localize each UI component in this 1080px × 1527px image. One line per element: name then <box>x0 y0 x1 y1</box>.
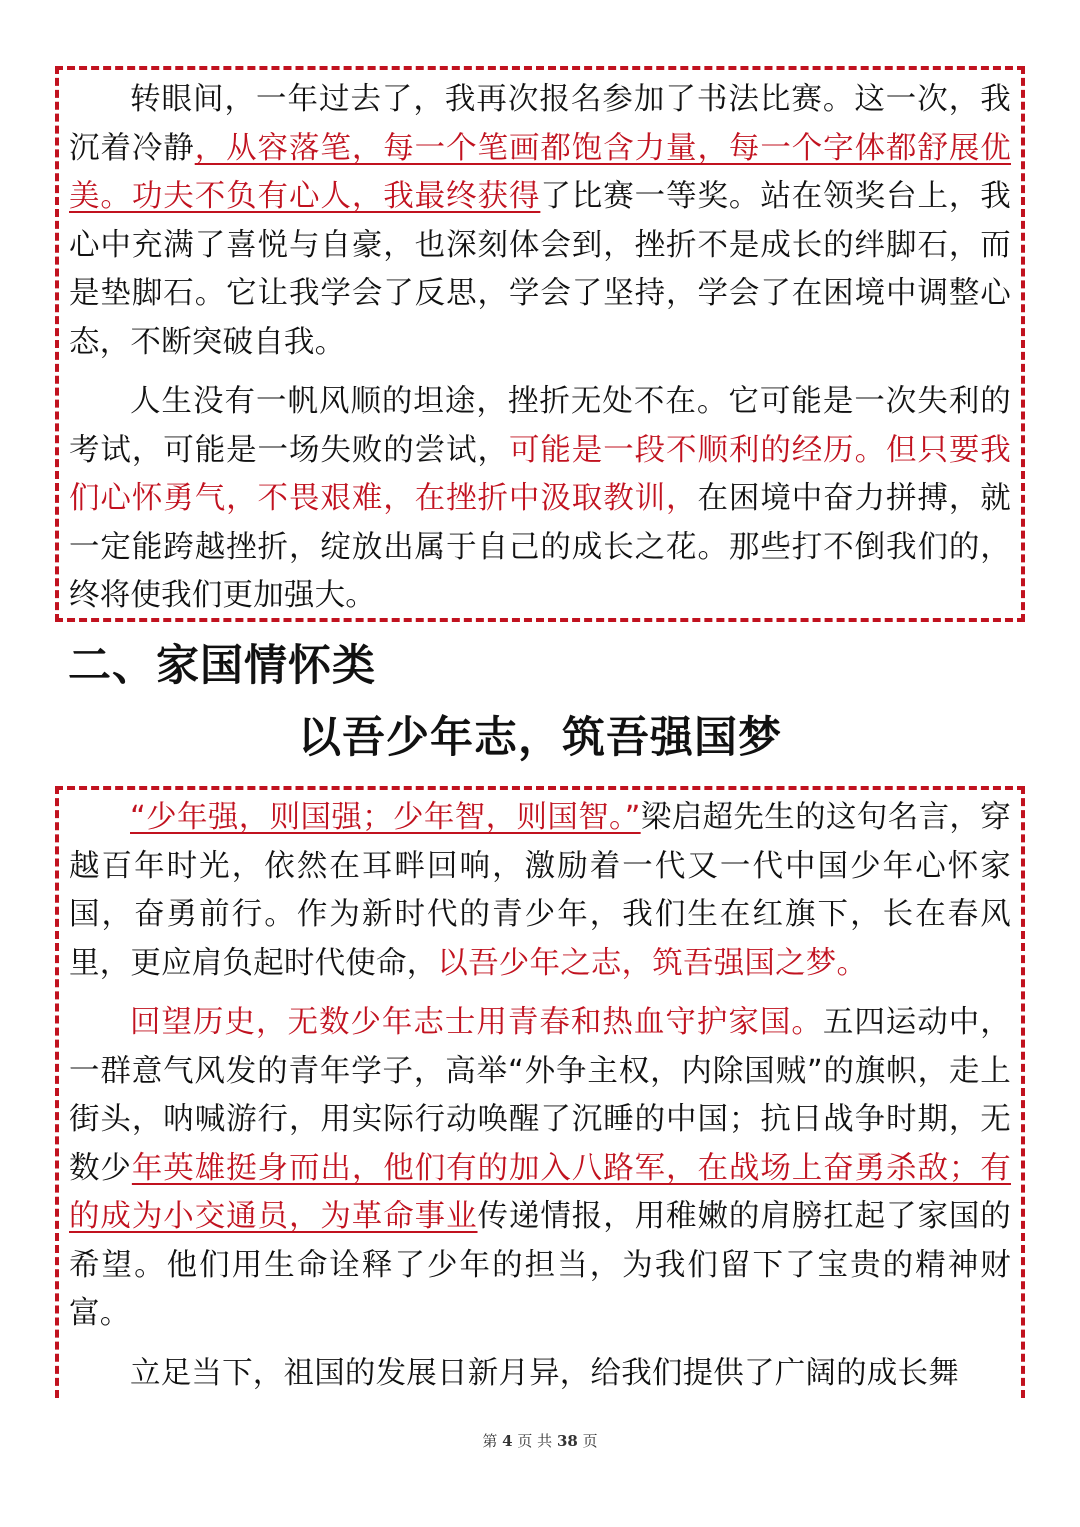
footer-middle: 页 共 <box>517 1432 553 1450</box>
highlighted-text: 回望历史，无数少年志士用青春和热血守护家国。 <box>130 1005 823 1040</box>
text-run: 了比赛一等奖。站在领奖台上，我心中充满了喜悦与自豪，也深刻体会到，挫折不是成长的绊脚石，而是垫脚石。它让我学会了反思，学会了坚持，学会了在困境中调整心态，不断突破自我。 <box>69 179 1012 360</box>
highlighted-text: 以吾少年之志，筑吾强国之梦。 <box>437 945 868 981</box>
text-run: 立足当下，祖国的发展日新月异，给我们提供了广阔的成长舞 <box>130 1355 959 1391</box>
footer-suffix: 页 <box>582 1432 598 1450</box>
text-run: 人生没有一帆风顺的坦途，挫折无处不在。它可能是一次失利的考试，可能是一场失败的尝试， <box>69 384 1011 468</box>
paragraph-present-day <box>69 1350 1011 1399</box>
essay-title: 以吾少年志，筑吾强国梦 <box>298 713 782 763</box>
paragraph-calligraphy-win <box>69 76 1011 367</box>
text-run: 梁启超先生的这句名言，穿越百年时光，依然在耳畔回响，激励着一代又一代中国少年心怀家国，奋勇前行。作为新时代的青少年，我们生在红旗下，长在春风里，更应肩负起时代使命， <box>69 800 1011 981</box>
current-page-number: 4 <box>502 1432 513 1450</box>
essay-excerpt-box-1 <box>55 66 1025 622</box>
paragraph-liang-qichao-quote <box>69 794 1011 988</box>
highlighted-text: 可能是一段不顺利的经历。但只要我们心怀勇气，不畏艰难，在挫折中汲取教训， <box>69 432 1011 516</box>
page-number-footer <box>0 1430 1080 1451</box>
text-run: 五四运动中，一群意气风发的青年学子，高举“外争主权，内除国贼”的旗帜，走上街头，呐喊游行，用实际行动唤醒了沉睡的中国；抗日战争时期，无数少 <box>69 1005 1011 1186</box>
text-run: 传递情报，用稚嫩的肩膀扛起了家国的希望。他们用生命诠释了少年的担当，为我们留下了宝贵的精神财富。 <box>69 1199 1011 1331</box>
text-run: 转眼间，一年过去了，我再次报名参加了书法比赛。这一次，我沉着冷静 <box>69 82 1011 166</box>
paragraph-looking-back-history <box>69 999 1011 1339</box>
highlighted-underlined-text: “少年强，则国强；少年智，则国智。” <box>130 800 641 835</box>
text-run: 在困境中奋力拼搏，就一定能跨越挫折，绽放出属于自己的成长之花。那些打不倒我们的，终将使我们更加强大。 <box>69 481 1012 613</box>
essay-excerpt-box-2 <box>55 786 1025 1398</box>
highlighted-underlined-text: 年英雄挺身而出，他们有的加入八路军，在战场上奋勇杀敌；有的成为小交通员，为革命事业 <box>69 1150 1011 1234</box>
paragraph-life-setbacks <box>69 378 1011 621</box>
section-heading: 二、家国情怀类 <box>68 641 376 691</box>
highlighted-underlined-text: ，从容落笔，每一个笔画都饱含力量，每一个字体都舒展优美。功夫不负有心人，我最终获得 <box>69 130 1011 214</box>
total-page-count: 38 <box>556 1432 578 1450</box>
footer-prefix: 第 <box>482 1432 498 1450</box>
